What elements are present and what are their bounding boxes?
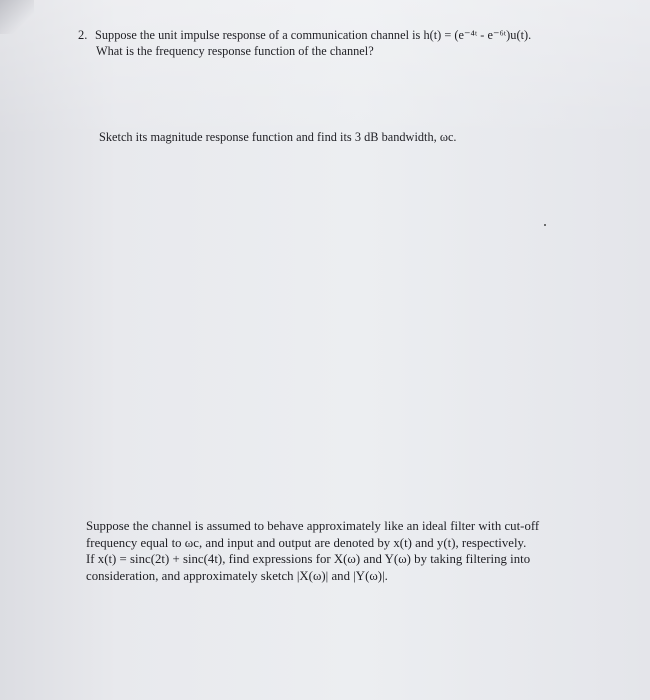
question-line-1: Suppose the unit impulse response of a communication channel is h(t) = (e⁻⁴ᵗ - e⁻⁶ᵗ)u(t). bbox=[95, 28, 532, 42]
paragraph-line-3: If x(t) = sinc(2t) + sinc(4t), find expressions for X(ω) and Y(ω) by taking filtering into bbox=[86, 552, 531, 566]
paragraph-line-1: Suppose the channel is assumed to behave approximately like an ideal filter with cut-off bbox=[86, 519, 540, 533]
paragraph-line-2: frequency equal to ωc, and input and output are denoted by x(t) and y(t), respectively. bbox=[86, 535, 527, 550]
question-number: 2. bbox=[78, 28, 88, 42]
question-paragraph bbox=[86, 518, 539, 584]
paragraph-line-4: consideration, and approximately sketch |X(ω)| and |Y(ω)|. bbox=[86, 568, 388, 583]
page-corner-shadow bbox=[0, 0, 34, 34]
stray-mark bbox=[544, 224, 546, 226]
question-line-2: What is the frequency response function of the channel? bbox=[96, 44, 374, 58]
question-line-3: Sketch its magnitude response function and find its 3 dB bandwidth, ωc. bbox=[99, 130, 457, 144]
